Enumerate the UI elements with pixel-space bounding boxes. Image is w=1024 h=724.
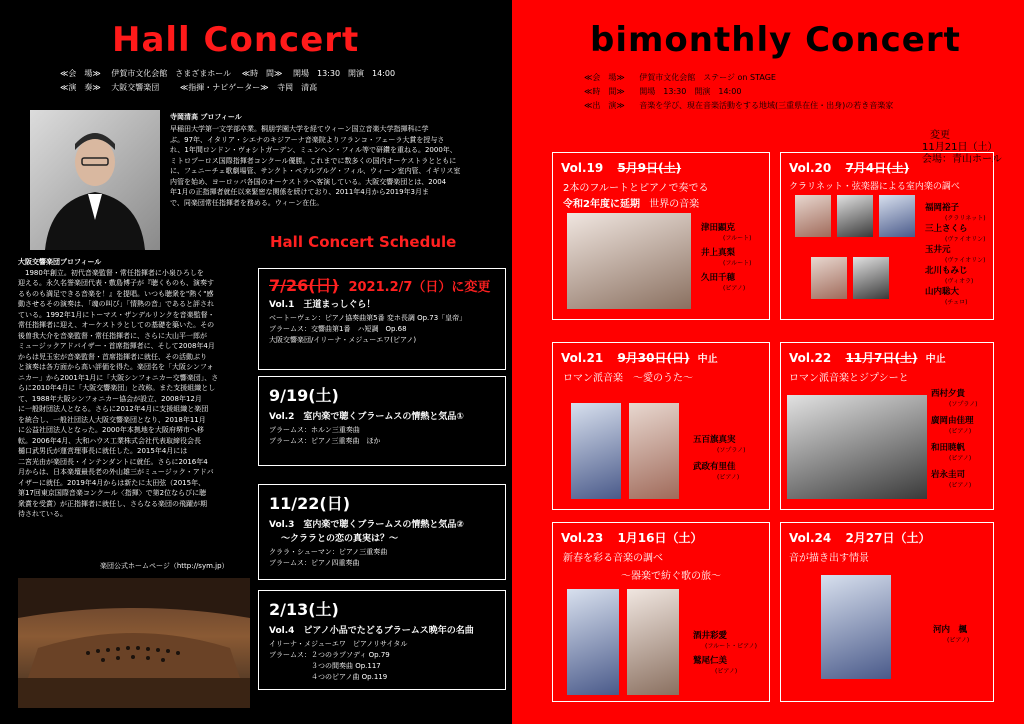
bimonthly-concert-panel [512, 0, 1024, 724]
schedule-title: Hall Concert Schedule [270, 233, 457, 251]
time-value: 開場 13:30 開演 14:00 [292, 69, 396, 78]
vol21-cancelled-note: 中止 [697, 354, 718, 365]
conductor-value: 寺岡 清高 [277, 83, 318, 92]
vol23-performers [693, 629, 757, 675]
program-item: ブラームス：ピアノ三重奏曲 ほか [269, 437, 381, 445]
orch-line: からは児玉宏が音楽監督・首席指揮者に就任、その活動ぶり [18, 352, 207, 361]
time-label: ≪時 間≫ [241, 69, 283, 78]
vol24-date: 2月27日（土） [845, 531, 931, 545]
vol22-header [789, 349, 946, 366]
concert-card-vol23 [552, 522, 770, 702]
program-item: ブラームス：交響曲第1番 ハ短調 Op.68 [269, 325, 407, 333]
schedule-vol2 [258, 376, 506, 466]
performer-name: 河内 楓 [933, 625, 968, 635]
vol19-title: 2本のフルートとピアノで奏でる [563, 183, 709, 194]
vol20-photo [837, 195, 873, 237]
orch-line: 1980年創立。初代音楽監督・常任指揮者に小泉ひろしを [18, 268, 204, 277]
orch-line: を統合し、一般社団法人大阪交響楽団となり、2018年11月 [18, 415, 206, 424]
profile-line: ミトロプーロス国際指揮者コンクール優勝。これまでに数多くの国内オーケストラとともに [170, 156, 457, 165]
vol19-date: 5月9日(土) [617, 161, 682, 175]
vol19-header [561, 159, 681, 176]
concert-card-vol24 [780, 522, 994, 702]
vol22-title: ロマン派音楽とジプシーと [789, 373, 909, 384]
program-item: ベートーヴェン：ピアノ協奏曲第5番 変ホ長調 Op.73「皇帝」 [269, 314, 467, 322]
orch-line: 迎える。永久名誉楽団代表・敷島博子が『聴くものも、演奏す [18, 279, 214, 287]
performer-instrument: (ピアノ) [949, 482, 972, 489]
concert-card-vol19 [552, 152, 770, 320]
vol2-program [269, 425, 380, 447]
vol24-photo-piano [821, 575, 891, 679]
orch-line: 第17回東京国際音楽コンクール〈指揮〉で第2位ならびに聴 [18, 489, 207, 497]
performer-instrument: (クラリネット) [945, 215, 986, 222]
vol24-title: 音が描き出す情景 [789, 553, 869, 564]
performer-instrument: (ヴァイオリン) [945, 257, 986, 264]
change-note-line: 11月21日（土） [922, 142, 998, 153]
vol19-number: Vol.19 [561, 161, 604, 175]
vol21-photo-piano [629, 403, 679, 499]
venue-label: ≪会 場≫ [584, 73, 625, 82]
performer-name: 武政有里佳 [693, 462, 736, 472]
vol20-photo [853, 257, 889, 299]
perform-label: ≪演 奏≫ [60, 83, 101, 92]
conductor-photo [30, 110, 160, 250]
vol3-date: 11/22(日) [269, 494, 351, 513]
program-item: クララ・シューマン：ピアノ三重奏曲 [269, 548, 388, 556]
hall-info-row-1 [60, 68, 395, 80]
performer-name: 玉井元 [925, 245, 951, 255]
performer-instrument: (ピアノ) [949, 455, 972, 462]
performer-instrument: (ヴィオラ) [945, 278, 974, 285]
orch-line: 月からは、日本楽壇最長老の外山雄三がミュージック・アドバ [18, 468, 214, 476]
vol19-performers-photo [567, 213, 691, 309]
profile-line: 年1月の正指揮者就任以来緊密な関係を続けており、2011年4月から2019年3月ま [170, 188, 429, 196]
program-item: イリーナ・メジューエワ ピアノリサイタル [269, 640, 408, 648]
vol23-photo-piano [627, 589, 679, 695]
old-date: 7/26(日) [269, 276, 339, 295]
performer-value: 大阪交響楽団 [111, 83, 160, 92]
orch-line: 動させるその演奏は、「魂の叫び」「情熱の音」であると評され [18, 300, 214, 308]
orch-line: と演奏は各方面から高い評価を得た。楽団名を「大阪シンフォ [18, 363, 214, 371]
vol23-date: 1月16日（土） [617, 531, 703, 545]
performer-name: 山内聡大 [925, 287, 960, 297]
performer-instrument: (チェロ) [945, 299, 968, 306]
orch-line: ニカー」から2001年1月に「大阪シンフォニカー交響楽団」、さ [18, 373, 219, 382]
new-date: 2021.2/7（日）に変更 [348, 280, 491, 295]
vol20-photo [879, 195, 915, 237]
orch-line: て、1988年大阪シンフォニカー協会が設立、2008年12月 [18, 394, 202, 403]
orch-line: 常任指揮者に迎え、オーケストラとしての基礎を築いた。その [18, 321, 215, 329]
vol24-performers [933, 623, 969, 644]
vol20-performers [925, 201, 986, 306]
profile-line: ぶ。97年、イタリア・シエナのキジアーナ音楽院よりフランコ・フェーラ大賞を授与さ [170, 135, 445, 144]
performer-name: 福岡裕子 [925, 203, 960, 213]
vol2-title: Vol.2 室内楽で聴くブラームスの情熱と気品① [269, 412, 465, 422]
program-item: 大阪交響楽団/イリーナ・メジューエワ(ピアノ) [269, 336, 417, 344]
performer-name: 鷲尾仁美 [693, 656, 728, 666]
performer-name: 酒井彩愛 [693, 631, 728, 641]
schedule-vol1 [258, 268, 506, 370]
vol20-title: クラリネット・弦楽器による室内楽の調べ [789, 182, 960, 192]
performer-instrument: (ソプラノ) [717, 447, 746, 454]
performer-name: 三上さくら [925, 224, 968, 234]
vol22-number: Vol.22 [789, 351, 832, 365]
venue-value: 伊賀市文化会館 ステージ on STAGE [639, 73, 776, 82]
performers-value: 音楽を学び、現在音楽活動をする地域(三重県在住・出身)の若き音楽家 [639, 101, 894, 110]
performer-name: 五百旗真実 [693, 435, 736, 445]
vol1-title: Vol.1 王道まっしぐら！ [269, 300, 376, 310]
concert-card-vol22 [780, 342, 994, 510]
vol19-postponed-note: 令和2年度に延期 [563, 199, 640, 210]
vol19-subtitle-row [563, 195, 699, 210]
venue-value: 伊賀市文化会館 さまざまホール [111, 69, 232, 78]
vol23-photo-flute [567, 589, 619, 695]
conductor-label: ≪指揮・ナビゲーター≫ [179, 83, 269, 92]
performer-instrument: (ソプラノ) [949, 401, 978, 408]
conductor-profile-text [170, 124, 505, 208]
orch-line: 転。2006年4月、大和ハウス工業株式会社代表取締役会長 [18, 436, 202, 445]
vol20-header [789, 159, 909, 176]
orch-line: 後曽我大介を音楽監督・常任指揮者に、さらに大山平一郎が [18, 331, 207, 340]
vol23-title: 新春を彩る音楽の調べ [563, 553, 663, 564]
performer-name: 西村夕貴 [931, 389, 966, 399]
bimonthly-performers-row [584, 100, 893, 112]
vol19-performers [701, 221, 751, 292]
vol22-date: 11月7日(土) [845, 351, 918, 365]
conductor-profile-title: 寺岡清高 プロフィール [170, 113, 242, 121]
performer-name: 北川もみじ [925, 266, 968, 276]
orch-line: ている。1992年1月にトーマス・ザンデルリンクを音楽監督・ [18, 310, 215, 319]
vol21-title: ロマン派音楽 ～愛のうた～ [563, 373, 693, 384]
time-value: 開場 13:30 開演 14:00 [639, 87, 742, 96]
orch-line: ミュージックアドバイザー・首席指揮者に、そして2008年4月 [18, 342, 215, 350]
performer-instrument: (フルート) [723, 235, 752, 242]
orchestra-homepage-link[interactable]: 楽団公式ホームページ（http://sym.jp） [100, 562, 229, 570]
orchestra-profile-title: 大阪交響楽団プロフィール [18, 258, 102, 266]
orch-line: 衆賞を受賞）が正指揮者に就任し、さらなる楽団の飛躍が期 [18, 499, 207, 508]
vol20-photo [795, 195, 831, 237]
performer-instrument: (フルート) [723, 260, 752, 267]
program-item: ３つの間奏曲 Op.117 [269, 662, 381, 670]
vol23-subtitle: ～器楽で紡ぐ歌の旅～ [621, 571, 721, 582]
vol3-title: Vol.3 室内楽で聴くブラームスの情熱と気品② [269, 520, 465, 530]
orch-line: に公益社団法人となった。2000年本拠地を大阪府堺市へ移 [18, 426, 204, 434]
performer-instrument: (ヴァイオリン) [945, 236, 986, 243]
vol21-header [561, 349, 718, 366]
vol21-photo-soprano [571, 403, 621, 499]
vol24-number: Vol.24 [789, 531, 832, 545]
performer-name: 廣岡由佳理 [931, 416, 974, 426]
orch-line: イザーに就任。2019年4月からは新たに太田弦（2015年、 [18, 478, 206, 487]
concert-card-vol21 [552, 342, 770, 510]
concert-hall-photo [18, 578, 250, 708]
vol21-number: Vol.21 [561, 351, 604, 365]
vol3-program [269, 547, 387, 569]
vol23-number: Vol.23 [561, 531, 604, 545]
vol21-date: 9月30日(日) [617, 351, 690, 365]
vol19-subtitle: 世界の音楽 [649, 199, 700, 210]
vol22-performers [931, 387, 978, 489]
hall-info-row-2 [60, 82, 317, 94]
profile-line: 内管を始め、ヨーロッパ各国のオーケストラへ客演している。大阪交響楽団とは、2004 [170, 177, 447, 186]
profile-line: 早稲田大学第一文学部卒業。桐朋学園大学を経てウィーン国立音楽大学指揮科に学 [170, 125, 429, 133]
vol4-program [269, 639, 407, 683]
performer-name: 津田顕克 [701, 223, 736, 233]
performer-name: 井上真梨 [701, 248, 736, 258]
vol23-header [561, 529, 703, 546]
orch-line: に一般財団法人となる。さらに2012年4月に支援組織と楽団 [18, 405, 209, 413]
vol4-date: 2/13(土) [269, 600, 339, 619]
performer-instrument: (フルート・ピアノ) [705, 643, 757, 650]
change-note-line: 会場：青山ホール [922, 154, 1002, 165]
profile-line: れ、1年間ロンドン・ヴォシトガーデン、ミュンヘン・フィル等で研鑽を重ねる。2000年、 [170, 146, 457, 154]
vol20-date: 7月4日(土) [845, 161, 910, 175]
performer-name: 岩永圭司 [931, 470, 966, 480]
performer-instrument: (ピアノ) [949, 428, 972, 435]
vol22-group-photo [787, 395, 927, 499]
venue-label: ≪会 場≫ [60, 69, 101, 78]
schedule-vol1-date [269, 273, 490, 296]
perform-label: ≪出 演≫ [584, 101, 625, 110]
orch-line: 二宮光由が楽団長・インテンダントに就任。さらに2016年4 [18, 457, 208, 466]
program-item: ４つのピアノ曲 Op.119 [269, 673, 388, 681]
hall-concert-title: Hall Concert [112, 20, 360, 60]
orch-line: 樋口武男氏が運営理事長に就任した。2015年4月には [18, 447, 188, 455]
program-item: ブラームス：ホルン三重奏曲 [269, 426, 360, 434]
vol20-number: Vol.20 [789, 161, 832, 175]
bimonthly-time-row [584, 86, 741, 98]
performer-name: 和田暁帆 [931, 443, 966, 453]
performer-instrument: (ピアノ) [715, 668, 738, 675]
bimonthly-venue-row [584, 72, 776, 84]
vol1-program [269, 313, 466, 346]
vol20-photo [811, 257, 847, 299]
vol21-performers [693, 433, 746, 481]
program-item: ブラームス：ピアノ四重奏曲 [269, 559, 360, 567]
orch-line: るものも満足できる音楽を！』を提唱。いつも聴衆を"熱く"感 [18, 289, 214, 298]
change-note-line: 変更 [930, 130, 950, 141]
orch-line: 待されている。 [18, 510, 67, 518]
performer-instrument: (ピアノ) [723, 285, 746, 292]
vol22-cancelled-note: 中止 [925, 354, 946, 365]
schedule-vol3 [258, 484, 506, 580]
concert-card-vol20 [780, 152, 994, 320]
orchestra-profile [18, 257, 248, 520]
program-item: ブラームス：２つのラプソディ Op.79 [269, 651, 390, 659]
profile-line: で、同楽団常任指揮者を務める。ウィーン在住。 [170, 198, 324, 207]
vol2-date: 9/19(土) [269, 386, 339, 405]
performer-instrument: (ピアノ) [717, 474, 740, 481]
profile-line: に、フェニーチェ歌劇場管、サンクト・ペテルブルグ・フィル、ウィーン室内管、イギリス室 [170, 167, 461, 175]
bimonthly-concert-title: bimonthly Concert [590, 20, 961, 60]
performer-name: 久田千穂 [701, 273, 736, 283]
time-label: ≪時 間≫ [584, 87, 625, 96]
vol24-header [789, 529, 931, 546]
vol4-title: Vol.4 ピアノ小品でたどるブラームス晩年の名曲 [269, 626, 474, 636]
vol3-subtitle: ～クララとの恋の真実は？～ [281, 534, 399, 544]
schedule-vol4 [258, 590, 506, 690]
performer-instrument: (ピアノ) [947, 637, 970, 644]
orch-line: らに2010年4月に「大阪交響楽団」と改称。また支援組織とし [18, 384, 216, 392]
